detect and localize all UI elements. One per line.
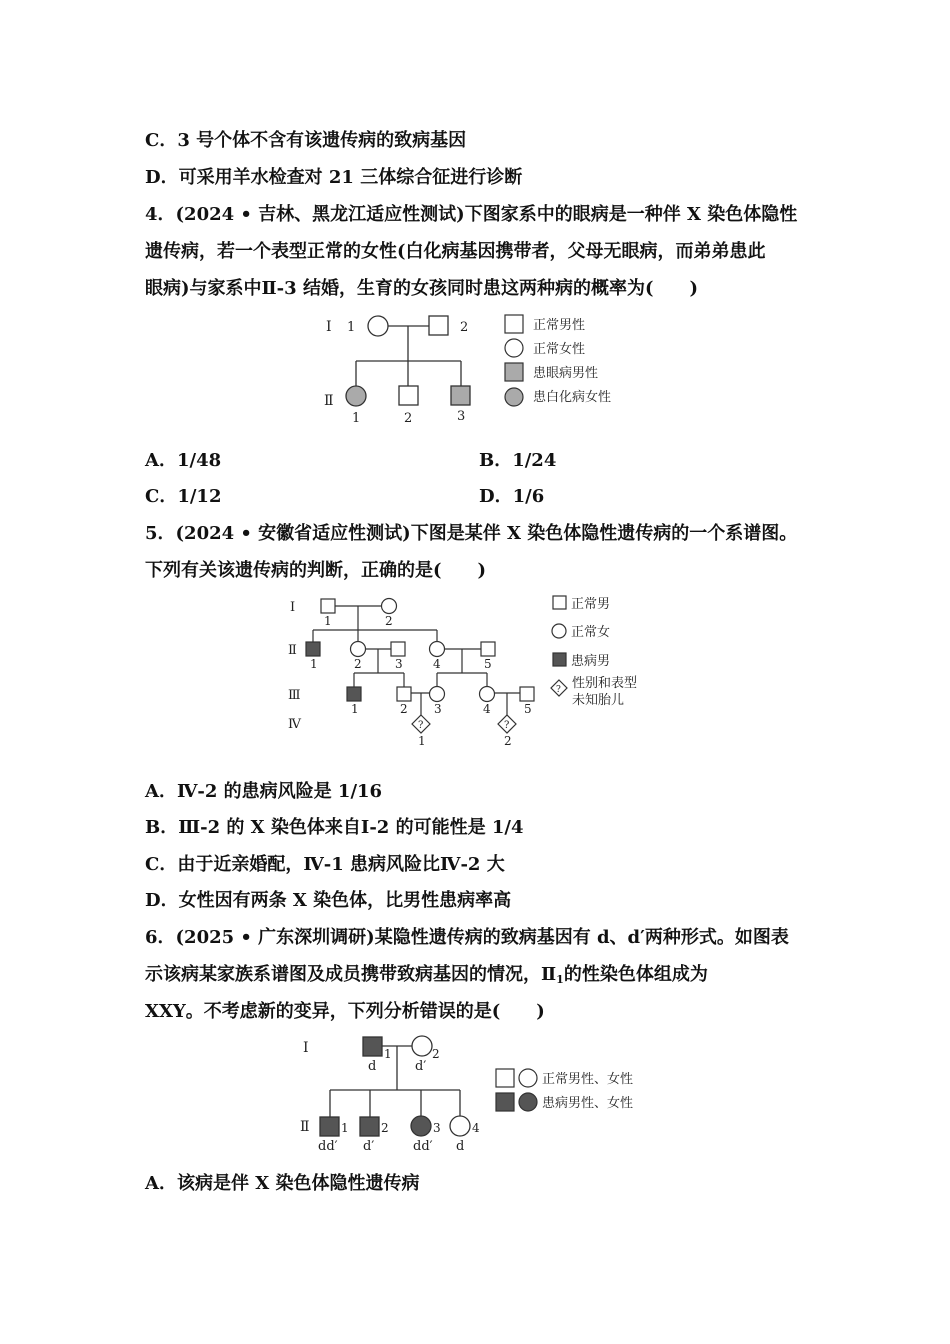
q6-I2-normal-female <box>412 1036 432 1056</box>
q6-option-a: A．该病是伴 X 染色体隐性遗传病 <box>145 1173 420 1194</box>
q4-num-II1: 1 <box>352 411 361 426</box>
q3-option-d: D．可采用羊水检查对 21 三体综合征进行诊断 <box>145 167 523 188</box>
q6-geno-II3: dd′ <box>413 1139 433 1154</box>
q5-num-II3: 3 <box>395 657 403 671</box>
q4-num-I1: 1 <box>347 320 356 335</box>
q6-stem-line2-b: 的性染色体组成为 <box>563 964 708 985</box>
q6-stem-line2-subscript: 1 <box>556 973 564 986</box>
q5-stem-line2: 下列有关该遗传病的判断，正确的是( ) <box>145 560 487 581</box>
q5-num-II1: 1 <box>310 657 318 671</box>
q6-num-II1: 1 <box>341 1121 349 1135</box>
q4-option-d: D．1/6 <box>479 486 545 507</box>
q5-num-II4: 4 <box>433 657 441 671</box>
q4-num-II2: 2 <box>404 411 413 426</box>
q5-stem-line1: 5．(2024 • 安徽省适应性测试)下图是某伴 X 染色体隐性遗传病的一个系谱图。 <box>145 523 798 544</box>
q5-num-I1: 1 <box>324 614 332 628</box>
q4-stem-line2: 遗传病，若一个表型正常的女性(白化病基因携带者，父母无眼病，而弟弟患此 <box>145 241 766 262</box>
q5-option-d: D．女性因有两条 X 染色体，比男性患病率高 <box>145 890 512 911</box>
q5-num-II2: 2 <box>354 657 362 671</box>
q5-legend-question-mark: ? <box>556 685 561 695</box>
q6-I1-affected-male <box>363 1037 382 1056</box>
q5-IV1-question-mark: ? <box>418 720 424 731</box>
q4-option-c: C．1/12 <box>145 486 222 507</box>
q3-option-c: C．3 号个体不含有该遗传病的致病基因 <box>145 130 467 151</box>
q6-gen-label-2: Ⅱ <box>300 1119 310 1135</box>
q6-stem-line2-a: 示该病某家族系谱图及成员携带致病基因的情况，Ⅱ <box>145 964 557 985</box>
q6-geno-II2: d′ <box>363 1139 375 1154</box>
q6-num-II3: 3 <box>433 1121 441 1135</box>
q5-gen-label-2: Ⅱ <box>288 643 297 658</box>
q5-num-I2: 2 <box>385 614 393 628</box>
q6-II3-affected-female <box>411 1116 431 1136</box>
q4-gen-label-1: Ⅰ <box>326 319 332 335</box>
q6-geno-II1: dd′ <box>318 1139 338 1154</box>
q5-num-III2: 2 <box>400 702 408 716</box>
q6-num-II2: 2 <box>381 1121 389 1135</box>
q4-legend-text-0: 正常男性 <box>533 318 586 333</box>
q5-legend-text-0: 正常男 <box>571 597 611 612</box>
q4-num-I2: 2 <box>460 320 469 335</box>
q5-num-III4: 4 <box>483 702 491 716</box>
q4-option-b: B．1/24 <box>479 450 557 471</box>
q6-stem-line1: 6．(2025 • 广东深圳调研)某隐性遗传病的致病基因有 d、d′两种形式。如图表 <box>145 927 789 948</box>
q5-num-III1: 1 <box>351 702 359 716</box>
q5-num-III3: 3 <box>434 702 442 716</box>
q5-num-IV2: 2 <box>504 734 512 748</box>
q5-num-IV1: 1 <box>418 734 426 748</box>
q6-gen-label-1: Ⅰ <box>303 1040 309 1056</box>
q4-option-a: A．1/48 <box>145 450 222 471</box>
q6-stem-line3: XXY。不考虑新的变异，下列分析错误的是( ) <box>145 1001 545 1022</box>
q4-num-II3: 3 <box>457 409 466 424</box>
q5-option-c: C．由于近亲婚配，Ⅳ-1 患病风险比Ⅳ-2 大 <box>145 854 505 875</box>
q6-num-I1: 1 <box>384 1047 392 1061</box>
q5-gen-label-1: Ⅰ <box>290 600 296 615</box>
q5-legend-text-1: 正常女 <box>571 625 611 640</box>
q4-gen-label-2: Ⅱ <box>324 393 334 409</box>
q6-num-I2: 2 <box>432 1047 440 1061</box>
q5-legend-text-2: 患病男 <box>571 654 611 669</box>
q4-legend-text-1: 正常女性 <box>533 342 586 357</box>
q6-geno-I1: d <box>368 1059 377 1074</box>
q6-legend-affected-male-icon <box>496 1093 514 1111</box>
q6-num-II4: 4 <box>472 1121 480 1135</box>
q6-legend-normal-female-icon <box>519 1069 537 1087</box>
q6-legend-text-1: 患病男性、女性 <box>542 1096 634 1111</box>
q6-legend-normal-male-icon <box>496 1069 514 1087</box>
q5-gen-label-4: Ⅳ <box>288 717 301 732</box>
q6-II2-affected-male <box>360 1117 379 1136</box>
q6-geno-II4: d <box>456 1139 465 1154</box>
q5-option-a: A．Ⅳ-2 的患病风险是 1/16 <box>145 781 383 802</box>
q4-legend-text-2: 患眼病男性 <box>533 366 599 381</box>
q4-stem-line1: 4．(2024 • 吉林、黑龙江适应性测试)下图家系中的眼病是一种伴 X 染色体隐性 <box>145 204 798 225</box>
q5-legend-text-3: 性别和表型 <box>572 676 638 691</box>
q6-geno-I2: d′ <box>415 1059 427 1074</box>
q6-II1-affected-male <box>320 1117 339 1136</box>
q4-stem-line3: 眼病)与家系中Ⅱ-3 结婚，生育的女孩同时患这两种病的概率为( ) <box>145 278 698 299</box>
q5-legend-text-4: 未知胎儿 <box>572 693 625 708</box>
q6-II4-normal-female <box>450 1116 470 1136</box>
q5-num-III5: 5 <box>524 702 532 716</box>
q6-legend-affected-female-icon <box>519 1093 537 1111</box>
q4-legend-text-3: 患白化病女性 <box>533 390 612 405</box>
q5-option-b: B．Ⅲ-2 的 X 染色体来自Ⅰ-2 的可能性是 1/4 <box>145 817 524 838</box>
q5-gen-label-3: Ⅲ <box>288 688 301 703</box>
q5-IV2-question-mark: ? <box>504 720 510 731</box>
q5-num-II5: 5 <box>484 657 492 671</box>
q6-legend-text-0: 正常男性、女性 <box>542 1072 634 1087</box>
